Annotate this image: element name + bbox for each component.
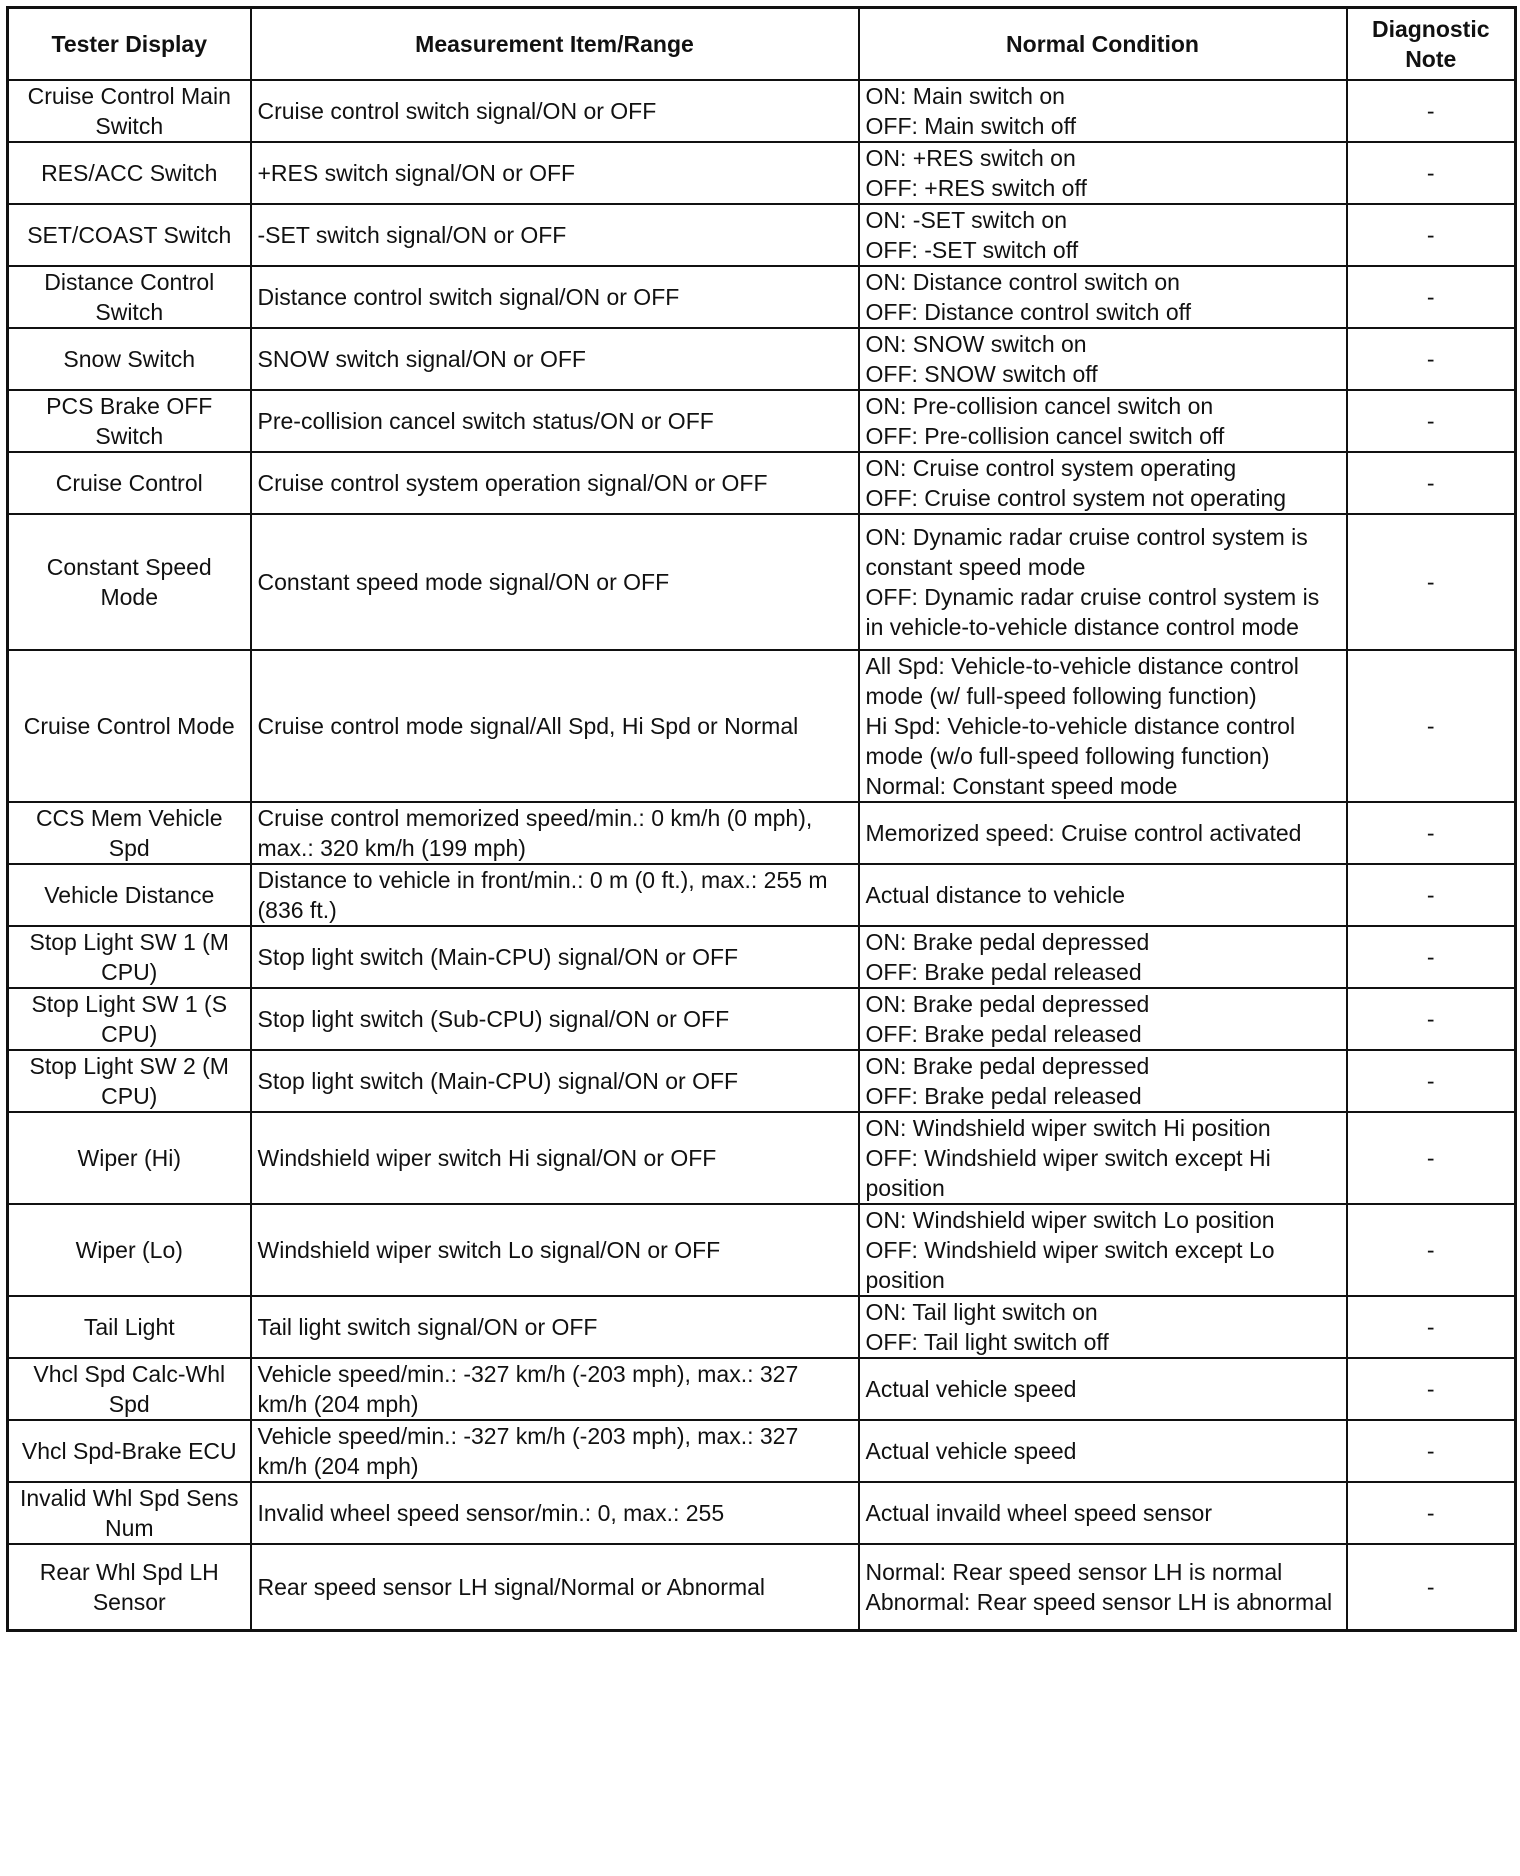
measurement-item-cell: Stop light switch (Sub-CPU) signal/ON or OFF	[251, 988, 859, 1050]
diagnostic-note-cell: -	[1347, 142, 1516, 204]
diagnostic-note-cell: -	[1347, 1296, 1516, 1358]
normal-condition-cell: ON: Brake pedal depressed OFF: Brake pedal released	[859, 988, 1347, 1050]
table-row	[8, 926, 1516, 988]
normal-condition-cell: ON: Brake pedal depressed OFF: Brake pedal released	[859, 1050, 1347, 1112]
normal-condition-cell: ON: Distance control switch on OFF: Distance control switch off	[859, 266, 1347, 328]
normal-condition-cell: Actual distance to vehicle	[859, 864, 1347, 926]
normal-condition-cell: ON: Brake pedal depressed OFF: Brake pedal released	[859, 926, 1347, 988]
diagnostic-note-cell: -	[1347, 1112, 1516, 1204]
diagnostic-note-cell: -	[1347, 926, 1516, 988]
normal-condition-cell: ON: +RES switch on OFF: +RES switch off	[859, 142, 1347, 204]
normal-condition-cell: ON: Dynamic radar cruise control system is constant speed mode OFF: Dynamic radar cruise control system is in vehicle-to-vehicle distance control mode	[859, 514, 1347, 650]
table-row	[8, 514, 1516, 650]
measurement-item-cell: Vehicle speed/min.: -327 km/h (-203 mph), max.: 327 km/h (204 mph)	[251, 1420, 859, 1482]
table-row	[8, 1420, 1516, 1482]
normal-condition-cell: All Spd: Vehicle-to-vehicle distance control mode (w/ full-speed following function) Hi Spd: Vehicle-to-vehicle distance control mode (w/o full-speed following function) Normal: Constant speed mode	[859, 650, 1347, 802]
normal-condition-cell: ON: Main switch on OFF: Main switch off	[859, 80, 1347, 142]
normal-condition-cell: Actual invaild wheel speed sensor	[859, 1482, 1347, 1544]
diagnostic-note-cell: -	[1347, 390, 1516, 452]
diagnostic-note-cell: -	[1347, 864, 1516, 926]
tester-display-cell: Vhcl Spd Calc-Whl Spd	[8, 1358, 251, 1420]
tester-display-cell: Wiper (Hi)	[8, 1112, 251, 1204]
diagnostic-note-cell: -	[1347, 1420, 1516, 1482]
measurement-item-cell: SNOW switch signal/ON or OFF	[251, 328, 859, 390]
table-row	[8, 80, 1516, 142]
normal-condition-cell: ON: -SET switch on OFF: -SET switch off	[859, 204, 1347, 266]
table-row	[8, 452, 1516, 514]
tester-display-cell: PCS Brake OFF Switch	[8, 390, 251, 452]
diagnostic-note-cell: -	[1347, 1482, 1516, 1544]
diagnostic-note-cell: -	[1347, 1050, 1516, 1112]
table-row	[8, 1358, 1516, 1420]
tester-display-cell: Cruise Control Main Switch	[8, 80, 251, 142]
header-tester-display: Tester Display	[8, 8, 251, 81]
diagnostic-note-cell: -	[1347, 328, 1516, 390]
table-row	[8, 390, 1516, 452]
diagnostic-note-cell: -	[1347, 452, 1516, 514]
measurement-item-cell: Windshield wiper switch Lo signal/ON or OFF	[251, 1204, 859, 1296]
diagnostic-note-cell: -	[1347, 1204, 1516, 1296]
tester-display-cell: RES/ACC Switch	[8, 142, 251, 204]
normal-condition-cell: ON: Tail light switch on OFF: Tail light switch off	[859, 1296, 1347, 1358]
table-row	[8, 802, 1516, 864]
normal-condition-cell: ON: Windshield wiper switch Hi position OFF: Windshield wiper switch except Hi position	[859, 1112, 1347, 1204]
header-row	[8, 8, 1516, 81]
measurement-item-cell: +RES switch signal/ON or OFF	[251, 142, 859, 204]
table-row	[8, 864, 1516, 926]
table-body	[8, 80, 1516, 1630]
diagnostic-note-cell: -	[1347, 204, 1516, 266]
diagnostic-note-cell: -	[1347, 1544, 1516, 1630]
measurement-item-cell: Distance to vehicle in front/min.: 0 m (0 ft.), max.: 255 m (836 ft.)	[251, 864, 859, 926]
measurement-item-cell: Rear speed sensor LH signal/Normal or Abnormal	[251, 1544, 859, 1630]
normal-condition-cell: ON: Windshield wiper switch Lo position OFF: Windshield wiper switch except Lo position	[859, 1204, 1347, 1296]
data-list-table	[6, 6, 1517, 1632]
measurement-item-cell: Invalid wheel speed sensor/min.: 0, max.: 255	[251, 1482, 859, 1544]
diagnostic-note-cell: -	[1347, 266, 1516, 328]
measurement-item-cell: Constant speed mode signal/ON or OFF	[251, 514, 859, 650]
measurement-item-cell: Cruise control mode signal/All Spd, Hi Spd or Normal	[251, 650, 859, 802]
tester-display-cell: Stop Light SW 1 (M CPU)	[8, 926, 251, 988]
table-row	[8, 988, 1516, 1050]
table-row	[8, 142, 1516, 204]
measurement-item-cell: Windshield wiper switch Hi signal/ON or OFF	[251, 1112, 859, 1204]
measurement-item-cell: Vehicle speed/min.: -327 km/h (-203 mph), max.: 327 km/h (204 mph)	[251, 1358, 859, 1420]
measurement-item-cell: Pre-collision cancel switch status/ON or OFF	[251, 390, 859, 452]
measurement-item-cell: Cruise control memorized speed/min.: 0 km/h (0 mph), max.: 320 km/h (199 mph)	[251, 802, 859, 864]
table-header	[8, 8, 1516, 81]
header-measurement-item: Measurement Item/Range	[251, 8, 859, 81]
diagnostic-note-cell: -	[1347, 988, 1516, 1050]
tester-display-cell: Cruise Control Mode	[8, 650, 251, 802]
measurement-item-cell: Cruise control system operation signal/ON or OFF	[251, 452, 859, 514]
diagnostic-note-cell: -	[1347, 80, 1516, 142]
tester-display-cell: CCS Mem Vehicle Spd	[8, 802, 251, 864]
measurement-item-cell: Tail light switch signal/ON or OFF	[251, 1296, 859, 1358]
tester-display-cell: Distance Control Switch	[8, 266, 251, 328]
diagnostic-note-cell: -	[1347, 802, 1516, 864]
tester-display-cell: Stop Light SW 1 (S CPU)	[8, 988, 251, 1050]
normal-condition-cell: Memorized speed: Cruise control activated	[859, 802, 1347, 864]
normal-condition-cell: ON: Pre-collision cancel switch on OFF: Pre-collision cancel switch off	[859, 390, 1347, 452]
tester-display-cell: Cruise Control	[8, 452, 251, 514]
measurement-item-cell: Stop light switch (Main-CPU) signal/ON or OFF	[251, 1050, 859, 1112]
table-row	[8, 266, 1516, 328]
measurement-item-cell: Cruise control switch signal/ON or OFF	[251, 80, 859, 142]
normal-condition-cell: Normal: Rear speed sensor LH is normal Abnormal: Rear speed sensor LH is abnormal	[859, 1544, 1347, 1630]
measurement-item-cell: Stop light switch (Main-CPU) signal/ON or OFF	[251, 926, 859, 988]
header-normal-condition: Normal Condition	[859, 8, 1347, 81]
table-row	[8, 1204, 1516, 1296]
header-diagnostic-note: Diagnostic Note	[1347, 8, 1516, 81]
table-row	[8, 204, 1516, 266]
tester-display-cell: SET/COAST Switch	[8, 204, 251, 266]
tester-display-cell: Vhcl Spd-Brake ECU	[8, 1420, 251, 1482]
table-row	[8, 1296, 1516, 1358]
tester-display-cell: Snow Switch	[8, 328, 251, 390]
normal-condition-cell: ON: Cruise control system operating OFF: Cruise control system not operating	[859, 452, 1347, 514]
measurement-item-cell: -SET switch signal/ON or OFF	[251, 204, 859, 266]
tester-display-cell: Stop Light SW 2 (M CPU)	[8, 1050, 251, 1112]
table-row	[8, 1050, 1516, 1112]
table-row	[8, 328, 1516, 390]
table-row	[8, 1544, 1516, 1630]
tester-display-cell: Constant Speed Mode	[8, 514, 251, 650]
measurement-item-cell: Distance control switch signal/ON or OFF	[251, 266, 859, 328]
tester-display-cell: Tail Light	[8, 1296, 251, 1358]
diagnostic-note-cell: -	[1347, 650, 1516, 802]
table-row	[8, 650, 1516, 802]
table-row	[8, 1482, 1516, 1544]
tester-display-cell: Invalid Whl Spd Sens Num	[8, 1482, 251, 1544]
diagnostic-note-cell: -	[1347, 1358, 1516, 1420]
tester-display-cell: Rear Whl Spd LH Sensor	[8, 1544, 251, 1630]
normal-condition-cell: ON: SNOW switch on OFF: SNOW switch off	[859, 328, 1347, 390]
normal-condition-cell: Actual vehicle speed	[859, 1420, 1347, 1482]
table-row	[8, 1112, 1516, 1204]
tester-display-cell: Vehicle Distance	[8, 864, 251, 926]
normal-condition-cell: Actual vehicle speed	[859, 1358, 1347, 1420]
tester-display-cell: Wiper (Lo)	[8, 1204, 251, 1296]
diagnostic-note-cell: -	[1347, 514, 1516, 650]
